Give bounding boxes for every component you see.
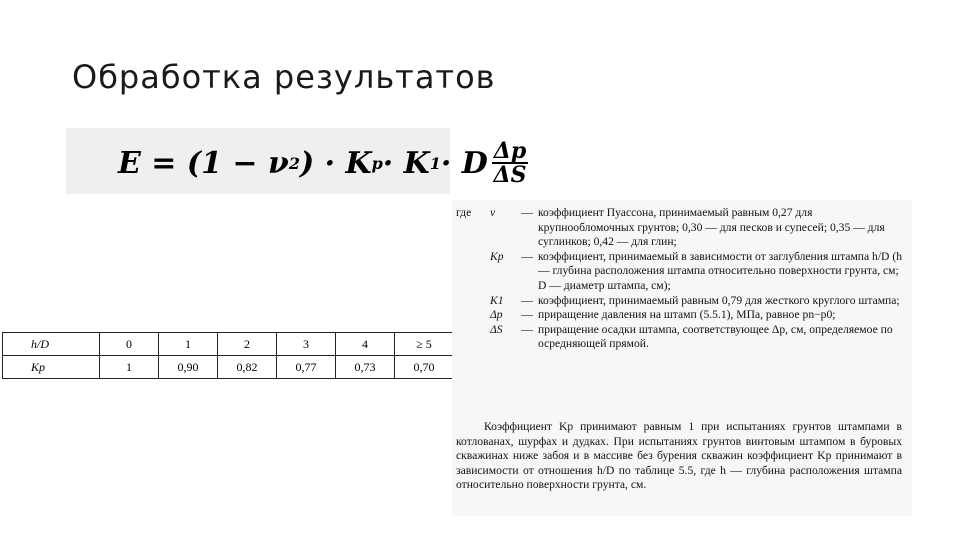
list-item [456, 308, 906, 323]
formula-sup: 2 [288, 153, 300, 173]
table-cell: 1 [100, 356, 159, 379]
def-text: приращение осадки штампа, соответствующее Δp, см, определяемое по осредняющей прямой. [538, 322, 893, 351]
kp-paragraph: Коэффициент Kp принимают равным 1 при испытаниях грунтов штампами в котлованах, шурфах и дудках. При испытаниях грунтов винтовым штампом в буровых скважинах ниже забоя и в массиве без бурения скважин коэффициент Kp принимают в зависимости от отношения h/D по таблице 5.5, где h — глубина расположения штампа относительно поверхности грунта, см. [456, 420, 902, 492]
list-item [456, 294, 906, 309]
list-item [456, 323, 906, 352]
table-cell: 1 [159, 333, 218, 356]
table-cell: 0,70 [395, 356, 454, 379]
def-dash: — [521, 322, 533, 336]
def-symbol: K1 [490, 293, 504, 307]
def-dash: — [521, 249, 533, 263]
def-text: коэффициент Пуассона, принимаемый равным 0,27 для крупнообломочных грунтов; 0,30 — для песков и супесей; 0,35 — для суглинков; 0,42 — для глин; [538, 206, 885, 249]
formula-denominator: ΔS [493, 162, 527, 188]
table-row [3, 356, 454, 379]
formula-fraction [492, 140, 528, 186]
formula-lhs: E = (1 − ν [118, 145, 289, 181]
table-cell: 0,77 [277, 356, 336, 379]
table-row-label: Kp [3, 356, 100, 379]
modulus-formula [118, 140, 528, 186]
def-lead [456, 323, 490, 352]
def-symbol: ν [490, 206, 496, 219]
list-item [456, 250, 906, 294]
definitions-list [456, 206, 906, 352]
kp-table [2, 332, 454, 379]
formula-mid2: · K [382, 145, 430, 181]
formula-sub-1: 1 [429, 153, 441, 173]
table-cell: 0,82 [218, 356, 277, 379]
list-item [456, 206, 906, 250]
def-text: коэффициент, принимаемый равным 0,79 для жесткого круглого штампа; [538, 293, 900, 307]
table-cell: 0 [100, 333, 159, 356]
def-lead [456, 250, 490, 294]
def-lead [456, 308, 490, 323]
def-dash: — [521, 308, 533, 322]
formula-mid1: ) · K [299, 145, 372, 181]
def-symbol: Δp [490, 308, 503, 322]
formula-numerator: Δp [493, 138, 527, 164]
def-dash: — [521, 206, 533, 219]
def-lead [456, 294, 490, 309]
document-excerpt [452, 200, 912, 516]
table-row [3, 333, 454, 356]
table-cell: 0,90 [159, 356, 218, 379]
formula-sub-p: p [371, 153, 383, 173]
def-symbol: ΔS [490, 322, 503, 336]
def-dash: — [521, 293, 533, 307]
def-lead: где [456, 206, 472, 219]
table-cell: 2 [218, 333, 277, 356]
def-text: коэффициент, принимаемый в зависимости от заглубления штампа h/D (h — глубина расположения штампа относительно поверхности грунта, см; D — диаметр штампа, см); [538, 249, 902, 292]
slide-title: Обработка результатов [72, 58, 496, 96]
table-cell: 3 [277, 333, 336, 356]
def-symbol: Kp [490, 249, 504, 263]
table-row-label: h/D [3, 333, 100, 356]
table-cell: ≥ 5 [395, 333, 454, 356]
table-cell: 4 [336, 333, 395, 356]
formula-mid3: · D [440, 145, 488, 181]
def-text: приращение давления на штамп (5.5.1), МПа, равное pn−p0; [538, 308, 836, 322]
table-cell: 0,73 [336, 356, 395, 379]
